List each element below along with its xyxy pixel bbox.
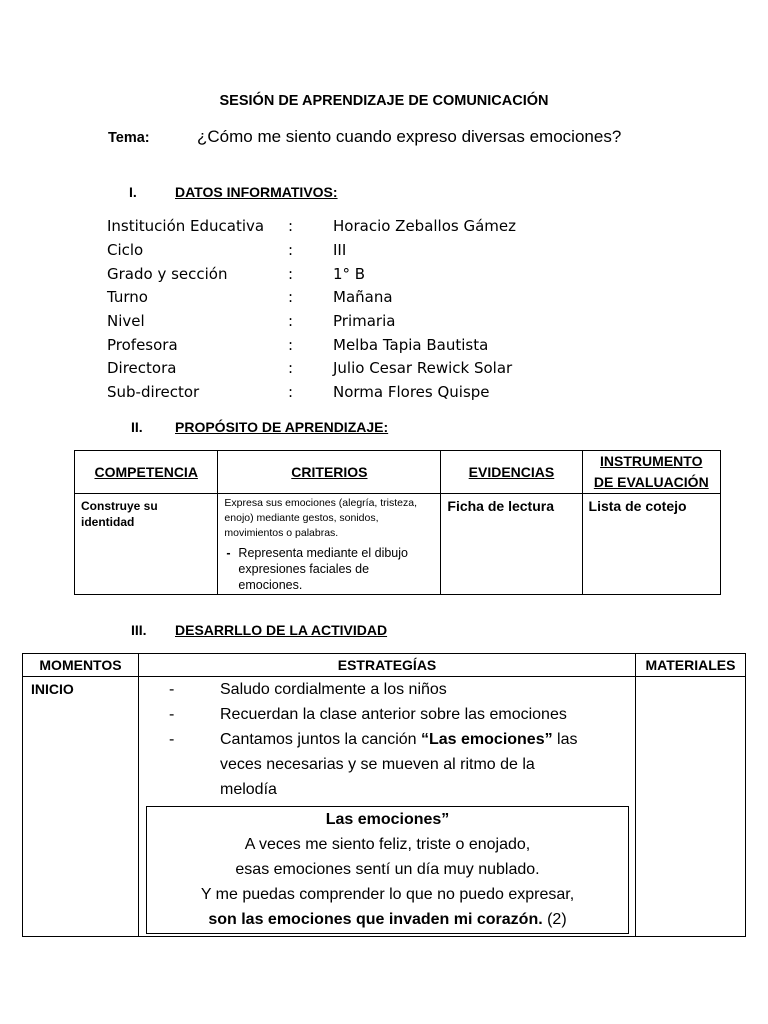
info-colon: : <box>288 312 294 330</box>
header-instrumento: INSTRUMENTO DE EVALUACIÓN <box>582 451 720 494</box>
info-row-directora <box>107 359 567 383</box>
strategy-text: Recuerdan la clase anterior sobre las emociones <box>220 706 567 723</box>
evidencias-cell <box>441 494 582 595</box>
document-title: SESIÓN DE APRENDIZAJE DE COMUNICACIÓN <box>219 93 549 109</box>
info-label: Institución Educativa <box>107 217 265 235</box>
competencia-cell <box>75 494 218 595</box>
activity-table <box>22 653 746 937</box>
song-title: Las emociones” <box>325 811 450 828</box>
instrumento-cell <box>582 494 720 595</box>
info-value: Primaria <box>333 312 396 330</box>
criterio-2 <box>218 541 440 593</box>
section-1-number: I. <box>129 184 137 200</box>
info-label: Grado y sección <box>107 265 228 283</box>
section-2-number: II. <box>131 419 143 435</box>
bullet-dash: - <box>169 706 175 723</box>
info-row-turno <box>107 288 567 312</box>
activity-header-row <box>23 654 746 677</box>
song-line: son las emociones que invaden mi corazón. (2) <box>208 911 567 928</box>
strategy-item <box>139 702 635 727</box>
song-line: Y me puedas comprender lo que no puedo expresar, <box>200 886 575 903</box>
momento-text: INICIO <box>31 681 74 697</box>
info-colon: : <box>288 241 294 259</box>
section-2-title: PROPÓSITO DE APRENDIZAJE: <box>175 419 389 435</box>
header-criterios: CRITERIOS <box>218 451 441 494</box>
header-estrategias: ESTRATEGÍAS <box>139 654 636 677</box>
info-colon: : <box>288 383 294 401</box>
strategy-item <box>139 727 635 802</box>
competencia-text: Construye su identidad <box>81 499 158 529</box>
info-label: Sub-director <box>107 383 200 401</box>
info-value: III <box>333 241 347 259</box>
tema-label: Tema: <box>108 130 150 146</box>
strategy-text: Saludo cordialmente a los niños <box>220 681 447 698</box>
info-label: Profesora <box>107 336 178 354</box>
info-row-subdirector <box>107 383 567 407</box>
info-row-nivel <box>107 312 567 336</box>
criterio-1: Expresa sus emociones (alegría, tristeza, enojo) mediante gestos, sonidos, movimientos o palabras. <box>224 497 418 539</box>
section-3-number: III. <box>131 622 147 638</box>
info-colon: : <box>288 265 294 283</box>
materiales-cell <box>636 677 746 937</box>
header-evidencias: EVIDENCIAS <box>441 451 582 494</box>
purpose-header-row <box>75 451 721 494</box>
info-value: Horacio Zeballos Gámez <box>333 217 517 235</box>
info-row-grado <box>107 265 567 289</box>
section-1-title: DATOS INFORMATIVOS: <box>175 184 338 200</box>
purpose-row <box>75 494 721 595</box>
song-name: “Las emociones” <box>421 731 553 748</box>
section-3-title: DESARRLLO DE LA ACTIVIDAD <box>175 622 388 638</box>
song-box <box>146 806 629 934</box>
criterio-2-text: Representa mediante el dibujo expresiones faciales de emociones. <box>238 546 408 592</box>
info-colon: : <box>288 217 294 235</box>
info-value: 1° B <box>333 265 366 283</box>
info-value: Norma Flores Quispe <box>333 383 490 401</box>
evidencia-text: Ficha de lectura <box>447 498 554 514</box>
info-label: Ciclo <box>107 241 144 259</box>
estrategias-cell <box>139 677 636 937</box>
header-materiales: MATERIALES <box>636 654 746 677</box>
info-colon: : <box>288 359 294 377</box>
criterios-cell <box>218 494 441 595</box>
info-colon: : <box>288 288 294 306</box>
song-line: A veces me siento feliz, triste o enojado, <box>244 836 531 853</box>
tema-text: ¿Cómo me siento cuando expreso diversas emociones? <box>197 127 622 146</box>
strategy-text: Cantamos juntos la canción “Las emociones” las veces necesarias y se mueven al ritmo de la melodía <box>220 731 578 798</box>
instrumento-text: Lista de cotejo <box>588 498 687 514</box>
strategy-item <box>139 677 635 702</box>
song-line: esas emociones sentí un día muy nublado. <box>235 861 540 878</box>
info-label: Directora <box>107 359 177 377</box>
info-value: Mañana <box>333 288 393 306</box>
info-label: Nivel <box>107 312 145 330</box>
bullet-dash: - <box>169 731 175 748</box>
momento-cell <box>23 677 139 937</box>
info-row-institucion <box>107 217 567 241</box>
info-row-ciclo <box>107 241 567 265</box>
info-value: Melba Tapia Bautista <box>333 336 489 354</box>
info-colon: : <box>288 336 294 354</box>
purpose-table <box>74 450 721 595</box>
activity-row-inicio <box>23 677 746 937</box>
info-label: Turno <box>107 288 148 306</box>
bullet-dash: - <box>169 681 175 698</box>
info-value: Julio Cesar Rewick Solar <box>333 359 513 377</box>
bullet-dash: - <box>226 546 231 560</box>
info-row-profesora <box>107 336 567 360</box>
header-momentos: MOMENTOS <box>23 654 139 677</box>
header-competencia: COMPETENCIA <box>75 451 218 494</box>
